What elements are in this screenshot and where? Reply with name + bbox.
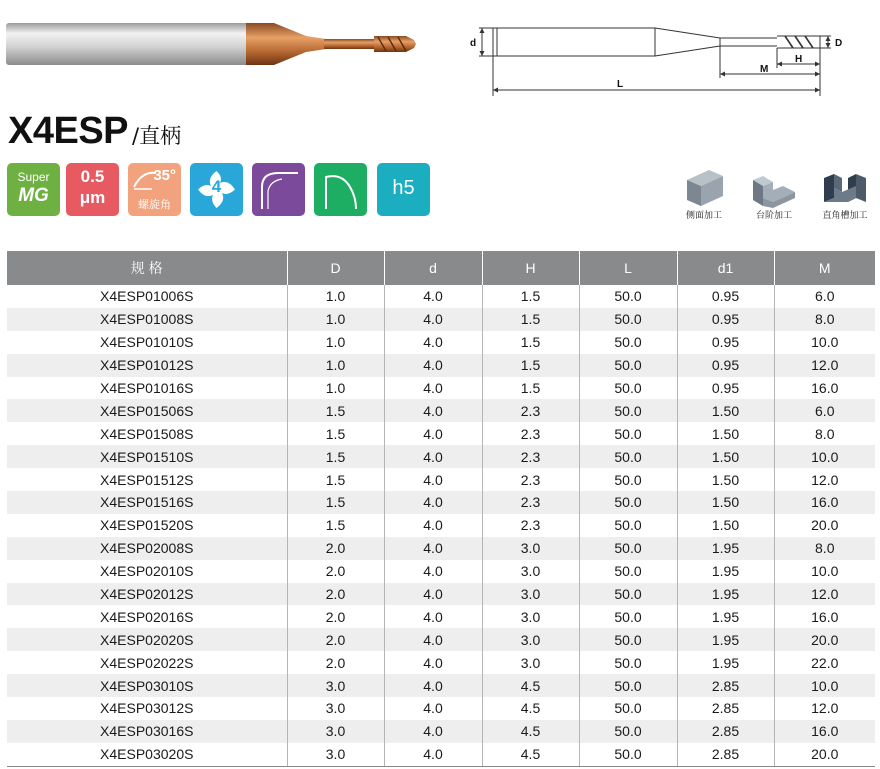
- cell-L: 50.0: [579, 560, 677, 583]
- cell-L: 50.0: [579, 674, 677, 697]
- cell-spec: X4ESP01516S: [7, 491, 287, 514]
- cell-L: 50.0: [579, 468, 677, 491]
- cell-d: 4.0: [384, 514, 482, 537]
- table-row: [7, 583, 875, 606]
- cell-d1: 1.95: [677, 651, 774, 674]
- table-row: [7, 560, 875, 583]
- cell-d1: 2.85: [677, 743, 774, 766]
- cell-M: 16.0: [774, 720, 875, 743]
- table-row: [7, 399, 875, 422]
- cell-L: 50.0: [579, 354, 677, 377]
- cell-H: 3.0: [482, 628, 579, 651]
- specification-table: [7, 251, 875, 767]
- table-row: [7, 628, 875, 651]
- cell-H: 4.5: [482, 697, 579, 720]
- application-slot-milling-label: 直角槽加工: [822, 211, 868, 221]
- cell-spec: X4ESP03016S: [7, 720, 287, 743]
- cell-D: 2.0: [287, 651, 384, 674]
- slot-milling-icon: [820, 168, 870, 208]
- application-shoulder-milling-label: 台阶加工: [755, 211, 792, 221]
- cell-spec: X4ESP01506S: [7, 399, 287, 422]
- cell-d1: 1.50: [677, 445, 774, 468]
- cell-M: 16.0: [774, 605, 875, 628]
- badge-super-mg-line1: Super: [17, 170, 50, 184]
- cell-d1: 1.50: [677, 514, 774, 537]
- cell-D: 2.0: [287, 537, 384, 560]
- cell-d: 4.0: [384, 308, 482, 331]
- cell-d1: 0.95: [677, 377, 774, 400]
- cell-d1: 1.95: [677, 537, 774, 560]
- dim-label-D: D: [835, 38, 843, 49]
- cell-d1: 0.95: [677, 331, 774, 354]
- cell-D: 1.5: [287, 514, 384, 537]
- cell-spec: X4ESP03012S: [7, 697, 287, 720]
- cell-d1: 0.95: [677, 285, 774, 308]
- cell-d: 4.0: [384, 697, 482, 720]
- cell-d: 4.0: [384, 605, 482, 628]
- table-row: [7, 514, 875, 537]
- application-shoulder-milling: [744, 168, 804, 220]
- cell-M: 8.0: [774, 308, 875, 331]
- cell-d: 4.0: [384, 537, 482, 560]
- product-subtitle: /直柄: [132, 124, 182, 148]
- cell-H: 2.3: [482, 491, 579, 514]
- badge-super-mg-line2: MG: [18, 185, 49, 206]
- table-row: [7, 537, 875, 560]
- cell-d1: 1.50: [677, 491, 774, 514]
- cell-L: 50.0: [579, 651, 677, 674]
- cell-d: 4.0: [384, 674, 482, 697]
- cell-d1: 1.50: [677, 468, 774, 491]
- cell-M: 10.0: [774, 560, 875, 583]
- cell-d: 4.0: [384, 720, 482, 743]
- cell-d: 4.0: [384, 651, 482, 674]
- cell-D: 1.5: [287, 422, 384, 445]
- cell-H: 1.5: [482, 308, 579, 331]
- table-row: [7, 674, 875, 697]
- cell-d: 4.0: [384, 743, 482, 766]
- cell-H: 3.0: [482, 537, 579, 560]
- cell-H: 2.3: [482, 399, 579, 422]
- cell-D: 1.0: [287, 331, 384, 354]
- table-row: [7, 651, 875, 674]
- cell-d1: 0.95: [677, 354, 774, 377]
- cell-spec: X4ESP01520S: [7, 514, 287, 537]
- cell-d1: 1.95: [677, 605, 774, 628]
- table-row: [7, 377, 875, 400]
- cell-H: 3.0: [482, 651, 579, 674]
- cell-M: 12.0: [774, 354, 875, 377]
- table-row: [7, 354, 875, 377]
- column-header-D: D: [287, 251, 384, 285]
- cell-D: 1.0: [287, 308, 384, 331]
- ball-nose-icon: [320, 169, 361, 210]
- corner-radius-icon: [258, 169, 299, 210]
- table-row: [7, 743, 875, 766]
- cell-d: 4.0: [384, 583, 482, 606]
- badge-end-geometry: [314, 163, 367, 216]
- cell-spec: X4ESP02016S: [7, 605, 287, 628]
- dimension-drawing: [465, 16, 855, 98]
- cell-M: 6.0: [774, 399, 875, 422]
- cell-spec: X4ESP02020S: [7, 628, 287, 651]
- badge-super-mg: [7, 163, 60, 216]
- cell-d1: 2.85: [677, 720, 774, 743]
- cell-spec: X4ESP01512S: [7, 468, 287, 491]
- cell-L: 50.0: [579, 720, 677, 743]
- table-row: [7, 285, 875, 308]
- table-row: [7, 605, 875, 628]
- product-model: X4ESP: [8, 110, 129, 152]
- table-row: [7, 697, 875, 720]
- cell-M: 12.0: [774, 468, 875, 491]
- table-row: [7, 331, 875, 354]
- cell-d: 4.0: [384, 628, 482, 651]
- badge-grain-size-unit: μm: [79, 188, 106, 207]
- cell-d1: 1.50: [677, 399, 774, 422]
- column-header-spec: 规 格: [7, 251, 287, 285]
- cell-H: 2.3: [482, 468, 579, 491]
- shoulder-milling-icon: [749, 168, 799, 208]
- cell-D: 1.5: [287, 399, 384, 422]
- cell-d: 4.0: [384, 399, 482, 422]
- cell-L: 50.0: [579, 308, 677, 331]
- cell-d: 4.0: [384, 468, 482, 491]
- cell-d: 4.0: [384, 422, 482, 445]
- badge-helix-angle-label: 螺旋角: [138, 198, 171, 211]
- cell-spec: X4ESP01010S: [7, 331, 287, 354]
- column-header-H: H: [482, 251, 579, 285]
- table-row: [7, 308, 875, 331]
- cell-d: 4.0: [384, 377, 482, 400]
- cell-H: 2.3: [482, 422, 579, 445]
- side-milling-icon: [679, 168, 729, 208]
- cell-M: 20.0: [774, 743, 875, 766]
- badge-corner-geometry: [252, 163, 305, 216]
- cell-L: 50.0: [579, 285, 677, 308]
- cell-H: 1.5: [482, 285, 579, 308]
- badge-tolerance: [377, 163, 430, 216]
- table-row: [7, 491, 875, 514]
- table-header-row: [7, 251, 875, 285]
- cell-L: 50.0: [579, 445, 677, 468]
- badge-tolerance-value: h5: [392, 177, 415, 199]
- cell-D: 1.0: [287, 377, 384, 400]
- cell-H: 3.0: [482, 605, 579, 628]
- cell-L: 50.0: [579, 491, 677, 514]
- badge-helix-angle: [128, 163, 181, 216]
- application-slot-milling: [815, 168, 875, 220]
- cell-D: 3.0: [287, 743, 384, 766]
- cell-d1: 2.85: [677, 697, 774, 720]
- cell-D: 1.5: [287, 445, 384, 468]
- cell-D: 2.0: [287, 605, 384, 628]
- cell-spec: X4ESP02008S: [7, 537, 287, 560]
- cell-H: 2.3: [482, 445, 579, 468]
- cell-d: 4.0: [384, 331, 482, 354]
- table-row: [7, 422, 875, 445]
- cell-spec: X4ESP03020S: [7, 743, 287, 766]
- end-mill-photo: [6, 20, 418, 70]
- cell-M: 12.0: [774, 583, 875, 606]
- badge-flute-count-value: 4: [211, 177, 222, 196]
- cell-H: 4.5: [482, 743, 579, 766]
- column-header-L: L: [579, 251, 677, 285]
- cell-D: 2.0: [287, 583, 384, 606]
- cell-L: 50.0: [579, 743, 677, 766]
- cell-M: 10.0: [774, 674, 875, 697]
- dim-label-H: H: [795, 54, 803, 65]
- cell-spec: X4ESP02012S: [7, 583, 287, 606]
- cell-M: 10.0: [774, 445, 875, 468]
- dim-label-L: L: [617, 79, 624, 90]
- cell-M: 16.0: [774, 491, 875, 514]
- cell-H: 1.5: [482, 377, 579, 400]
- cell-H: 1.5: [482, 354, 579, 377]
- column-header-d: d: [384, 251, 482, 285]
- cell-M: 20.0: [774, 514, 875, 537]
- table-row: [7, 445, 875, 468]
- cell-d1: 1.95: [677, 560, 774, 583]
- column-header-d1: d1: [677, 251, 774, 285]
- cell-d1: 0.95: [677, 308, 774, 331]
- cell-L: 50.0: [579, 331, 677, 354]
- cell-spec: X4ESP01016S: [7, 377, 287, 400]
- cell-L: 50.0: [579, 583, 677, 606]
- cell-D: 1.0: [287, 354, 384, 377]
- cell-spec: X4ESP01008S: [7, 308, 287, 331]
- cell-spec: X4ESP01508S: [7, 422, 287, 445]
- cell-spec: X4ESP02010S: [7, 560, 287, 583]
- cell-M: 20.0: [774, 628, 875, 651]
- cell-d1: 2.85: [677, 674, 774, 697]
- cell-d: 4.0: [384, 445, 482, 468]
- cell-L: 50.0: [579, 377, 677, 400]
- cell-H: 2.3: [482, 514, 579, 537]
- application-side-milling: [674, 168, 734, 220]
- cell-L: 50.0: [579, 697, 677, 720]
- cell-spec: X4ESP03010S: [7, 674, 287, 697]
- cell-H: 1.5: [482, 331, 579, 354]
- cell-spec: X4ESP01012S: [7, 354, 287, 377]
- table-body: [7, 285, 875, 766]
- cell-M: 10.0: [774, 331, 875, 354]
- cell-M: 16.0: [774, 377, 875, 400]
- cell-spec: X4ESP02022S: [7, 651, 287, 674]
- cell-H: 4.5: [482, 674, 579, 697]
- column-header-M: M: [774, 251, 875, 285]
- cell-M: 22.0: [774, 651, 875, 674]
- cell-d: 4.0: [384, 560, 482, 583]
- cell-M: 8.0: [774, 422, 875, 445]
- cell-L: 50.0: [579, 422, 677, 445]
- cell-D: 3.0: [287, 697, 384, 720]
- cell-D: 2.0: [287, 560, 384, 583]
- cell-L: 50.0: [579, 537, 677, 560]
- dim-label-d: d: [470, 38, 477, 49]
- cell-H: 3.0: [482, 560, 579, 583]
- table-row: [7, 720, 875, 743]
- cell-D: 1.5: [287, 468, 384, 491]
- cell-L: 50.0: [579, 514, 677, 537]
- cell-M: 12.0: [774, 697, 875, 720]
- cell-L: 50.0: [579, 628, 677, 651]
- cell-d1: 1.50: [677, 422, 774, 445]
- cell-D: 2.0: [287, 628, 384, 651]
- cell-d: 4.0: [384, 491, 482, 514]
- table-row: [7, 468, 875, 491]
- badge-helix-angle-value: 35°: [153, 167, 176, 184]
- cell-D: 1.0: [287, 285, 384, 308]
- badge-grain-size: [66, 163, 119, 216]
- cell-d1: 1.95: [677, 628, 774, 651]
- cell-L: 50.0: [579, 399, 677, 422]
- cell-spec: X4ESP01510S: [7, 445, 287, 468]
- cell-L: 50.0: [579, 605, 677, 628]
- product-title: [8, 110, 181, 156]
- cell-D: 1.5: [287, 491, 384, 514]
- cell-D: 3.0: [287, 674, 384, 697]
- cell-d1: 1.95: [677, 583, 774, 606]
- badge-grain-size-value: 0.5: [80, 167, 105, 186]
- cell-spec: X4ESP01006S: [7, 285, 287, 308]
- application-side-milling-label: 侧面加工: [685, 211, 722, 221]
- cell-M: 6.0: [774, 285, 875, 308]
- badge-flute-count: [190, 163, 243, 216]
- dim-label-M: M: [760, 64, 769, 75]
- cell-H: 3.0: [482, 583, 579, 606]
- cell-d: 4.0: [384, 354, 482, 377]
- cell-D: 3.0: [287, 720, 384, 743]
- cell-M: 8.0: [774, 537, 875, 560]
- cell-d: 4.0: [384, 285, 482, 308]
- cell-H: 4.5: [482, 720, 579, 743]
